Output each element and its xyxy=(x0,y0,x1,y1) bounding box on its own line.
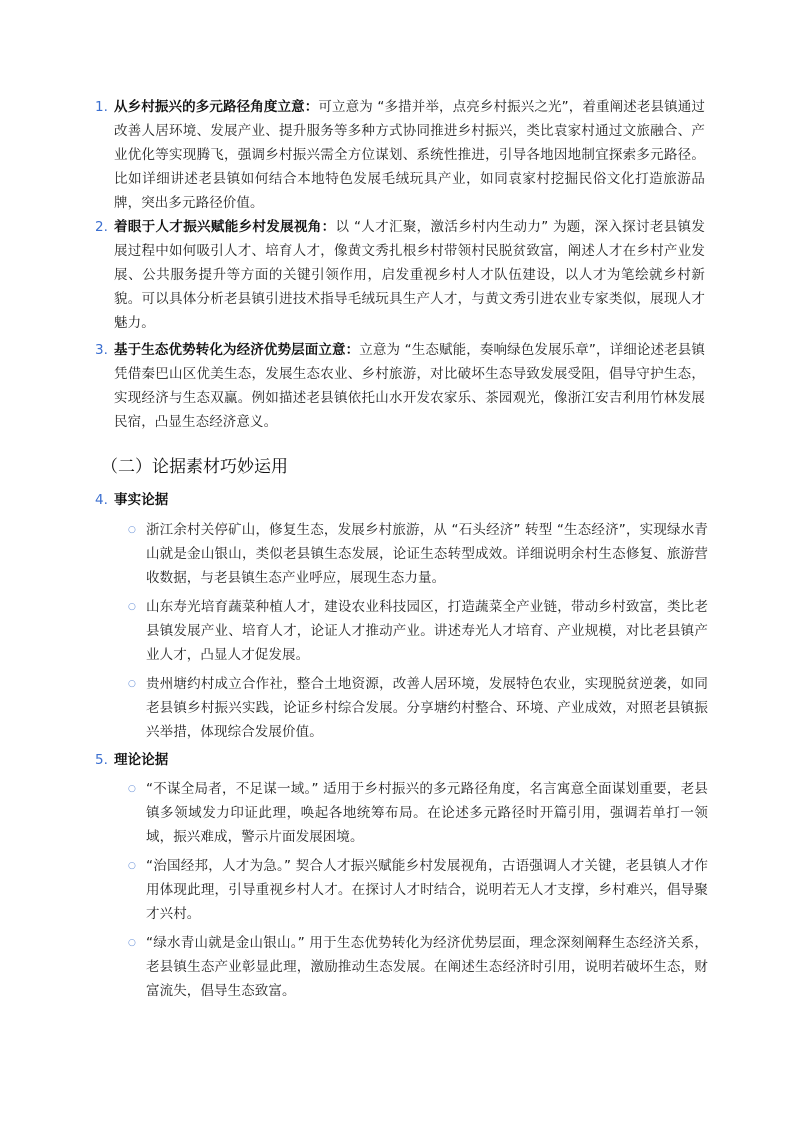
bullet-item xyxy=(128,931,708,1003)
circle-bullet-icon: ○ xyxy=(128,679,136,689)
bullet-text: “治国经邦，人才为急。” 契合人才振兴赋能乡村发展视角，古语强调人才关键，老县镇人才作用体现此理，引导重视乡村人才。在探讨人才时结合，说明若无人才支撑，乡村难兴，倡导聚才兴村。 xyxy=(146,858,708,922)
list-number: 3. xyxy=(95,342,108,358)
section-title: 事实论据 xyxy=(114,492,169,508)
bullet-text: 贵州塘约村成立合作社，整合土地资源，改善人居环境，发展特色农业，实现脱贫逆袭，如同老县镇乡村振兴实践，论证乡村综合发展。分享塘约村整合、环境、产业成效，对照老县镇振兴举措，体现综合发展价值。 xyxy=(146,676,708,740)
list-item-5 xyxy=(95,748,705,772)
bullet-text: “不谋全局者，不足谋一域。” 适用于乡村振兴的多元路径角度，名言寓意全面谋划重要，老县镇多领域发力印证此理，唤起各地统筹布局。在论述多元路径时开篇引用，强调若单打一领域，振兴难成，警示片面发展困境。 xyxy=(146,781,708,845)
circle-bullet-icon: ○ xyxy=(128,861,136,871)
list-number: 4. xyxy=(95,492,108,508)
section-title: 理论论据 xyxy=(114,752,169,768)
list-item-4 xyxy=(95,488,705,512)
list-body: 可立意为 “多措并举，点亮乡村振兴之光”，着重阐述老县镇通过改善人居环境、发展产业、提升服务等多种方式协同推进乡村振兴，类比袁家村通过文旅融合、产业优化等实现腾飞，强调乡村振兴需全方位谋划、系统性推进，引导各地因地制宜探索多元路径。比如详细讲述老县镇如何结合本地特色发展毛绒玩具产业，如同袁家村挖掘民俗文化打造旅游品牌，突出多元路径价值。 xyxy=(114,99,706,211)
bullet-text: “绿水青山就是金山银山。” 用于生态优势转化为经济优势层面，理念深刻阐释生态经济关系，老县镇生态产业彰显此理，激励推动生态发展。在阐述生态经济时引用，说明若破坏生态，财富流失，倡导生态致富。 xyxy=(146,935,708,999)
list-text xyxy=(114,95,705,215)
list-item-2 xyxy=(95,215,705,335)
circle-bullet-icon: ○ xyxy=(128,784,136,794)
circle-bullet-icon: ○ xyxy=(128,938,136,948)
list-text xyxy=(114,215,705,335)
list-lead: 基于生态优势转化为经济优势层面立意： xyxy=(114,342,360,358)
bullet-item xyxy=(128,672,708,744)
list-number: 2. xyxy=(95,219,108,235)
list-lead: 着眼于人才振兴赋能乡村发展视角： xyxy=(114,219,336,235)
bullet-item xyxy=(128,518,708,590)
list-text xyxy=(114,338,705,434)
list-body: 以 “人才汇聚，激活乡村内生动力” 为题，深入探讨老县镇发展过程中如何吸引人才、培育人才，像黄文秀扎根乡村带领村民脱贫致富，阐述人才在乡村产业发展、公共服务提升等方面的关键引领作用，启发重视乡村人才队伍建设，以人才为笔绘就乡村新貌。可以具体分析老县镇引进技术指导毛绒玩具生产人才，与黄文秀引进农业专家类似，展现人才魅力。 xyxy=(114,219,705,331)
bullet-item xyxy=(128,595,708,667)
bullet-text: 浙江余村关停矿山，修复生态，发展乡村旅游，从 “石头经济” 转型 “生态经济”，实现绿水青山就是金山银山，类似老县镇生态发展，论证生态转型成效。详细说明余村生态修复、旅游营收数据，与老县镇生态产业呼应，展现生态力量。 xyxy=(146,522,708,586)
list-lead: 从乡村振兴的多元路径角度立意： xyxy=(114,99,319,115)
bullet-text: 山东寿光培育蔬菜种植人才，建设农业科技园区，打造蔬菜全产业链，带动乡村致富，类比老县镇发展产业、培育人才，论证人才推动产业。讲述寿光人才培育、产业规模，对比老县镇产业人才，凸显人才促发展。 xyxy=(146,599,708,663)
circle-bullet-icon: ○ xyxy=(128,525,136,535)
section-heading: （二）论据素材巧妙运用 xyxy=(101,457,288,477)
list-item-1 xyxy=(95,95,705,215)
bullet-item xyxy=(128,777,708,849)
list-number: 5. xyxy=(95,752,108,768)
circle-bullet-icon: ○ xyxy=(128,602,136,612)
bullet-item xyxy=(128,854,708,926)
list-item-3 xyxy=(95,338,705,434)
list-body: 立意为 “生态赋能，奏响绿色发展乐章”，详细论述老县镇凭借秦巴山区优美生态，发展生态农业、乡村旅游，对比破坏生态导致发展受阻，倡导守护生态，实现经济与生态双赢。例如描述老县镇依托山水开发农家乐、茶园观光，像浙江安吉利用竹林发展民宿，凸显生态经济意义。 xyxy=(114,342,705,430)
list-number: 1. xyxy=(95,99,108,115)
